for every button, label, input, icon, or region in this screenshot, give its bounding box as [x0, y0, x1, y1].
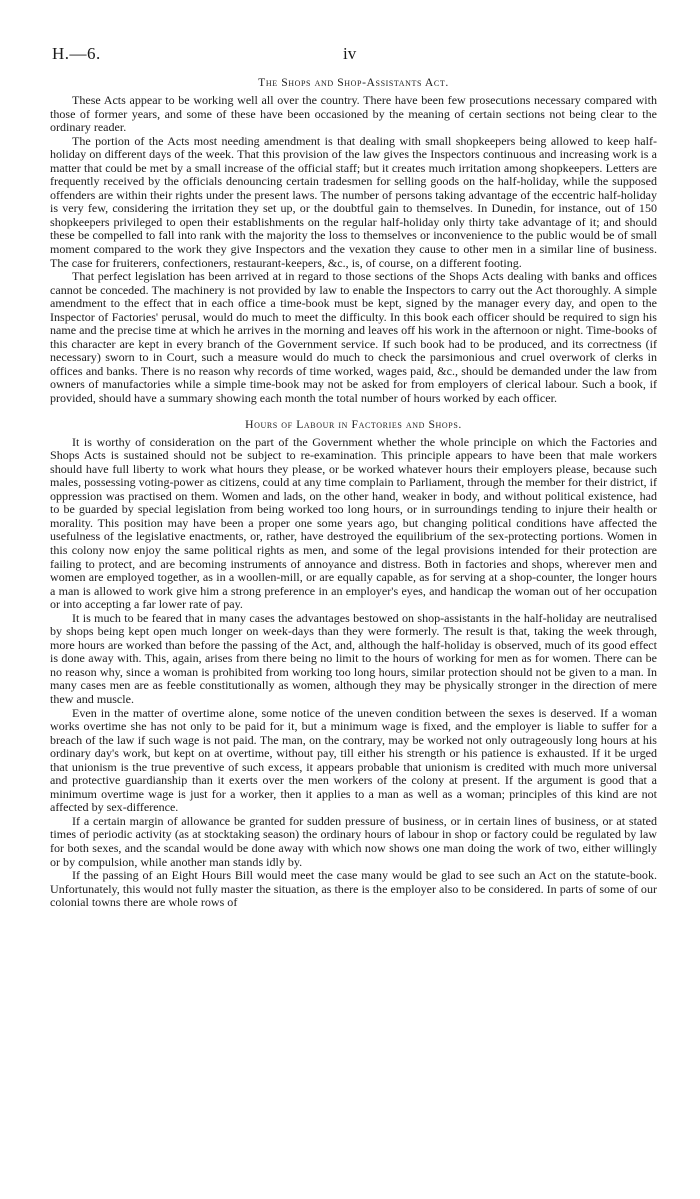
- paragraph: It is much to be feared that in many cases the advantages bestowed on shop-assistants in the half-holiday are neutralised by shops being kept open much longer on week-days than they were formerly. The result is that, taking the week through, more hours are worked than before the passing of the Act, and, although the half-holiday is observed, much of its good effect is done away with. This, again, arises from there being no limit to the hours of working for men as for women. There can be no reason why, since a woman is prohibited from working too long hours, similar protection should not be given to a man. In many cases men are as feeble constitutionally as women, although they may be physically stronger in the direction of mere thew and muscle.: [50, 610, 657, 706]
- page-number: iv: [343, 44, 357, 63]
- paragraph: If a certain margin of allowance be granted for sudden pressure of business, or in certain lines of business, or at stated times of periodic activity (as at stocktaking season) the ordinary hours of labour in shop or factory could be regulated by law for both sexes, and the scandal would be done away with which now shows one man doing the work of two, either willingly or by compulsion, while another man stands idly by.: [50, 813, 657, 869]
- page-header: [50, 44, 657, 66]
- section-heading: Hours of Labour in Factories and Shops.: [245, 417, 462, 431]
- paragraph: These Acts appear to be working well all over the country. There have been few prosecutions necessary compared with those of former years, and some of these have been occasioned by the meaning of certain sections not being clear to the ordinary reader.: [50, 93, 657, 135]
- section-shops-act: [50, 76, 657, 406]
- section-hours-of-labour: [50, 418, 657, 910]
- paragraph: The portion of the Acts most needing amendment is that dealing with small shopkeepers being allowed to keep half-holiday on different days of the week. That this provision of the law gives the Inspectors continuous and increasing work is a matter that could be met by a small increase of the official staff; but it creates much irritation among shopkeepers. Letters are frequently received by the officials denouncing certain tradesmen for selling goods on the half-holiday, while the supposed offenders are within their rights under the present laws. The number of persons taking advantage of the eccentric half-holiday is very few, considering the irritation they set up, or the doubtful gain to themselves. In Dunedin, for instance, out of 150 shopkeepers privileged to open their establishments on the regular half-holiday only thirty take advantage of it; and should these be compelled to fall into rank with the majority the loss to themselves or inconvenience to the public would be of small moment compared to the work they give Inspectors and the vexation they cause to other men in a similar line of business. The case for fruiterers, confectioners, restaurant-keepers, &c., is, of course, on a different footing.: [50, 133, 657, 270]
- paragraph: That perfect legislation has been arrived at in regard to those sections of the Shops Acts dealing with banks and offices cannot be conceded. The machinery is not provided by law to enable the Inspectors to carry out the Act thoroughly. A simple amendment to the effect that in each office a time-book must be kept, signed by the manager every day, and open to the Inspector of Factories' perusal, would do much to meet the difficulty. In this book each officer should be required to sign his name and the precise time at which he arrives in the morning and leaves off his work in the afternoon or night. Time-books of this character are kept in every branch of the Government service. If such book had to be produced, and its correctness (if necessary) sworn to in Court, such a measure would do much to check the parsimonious and cruel overwork of clerks in offices and banks. There is no reason why records of time worked, wages paid, &c., should be demanded under the law from owners of manufactories while a simple time-book may not be asked for from employers of clerical labour. Such a book, if provided, should have a summary showing each month the total number of hours worked by each officer.: [50, 269, 657, 406]
- paragraph: It is worthy of consideration on the part of the Government whether the whole principle on which the Factories and Shops Acts is sustained should not be subject to re-examination. This principle appears to have been that male workers should have full liberty to work what hours they please, or be worked whatever hours their employers please, because such males, possessing voting-power as citizens, could at any time complain to Parliament, through the member for their district, if oppression was practised on them. Women and lads, on the other hand, weaker in body, and without political existence, had to be guarded by special legislation from being worked too long hours, or in surroundings tending to injure their health or morality. This position may have been a proper one some years ago, but changing political conditions have affected the usefulness of the legislative enactments, or, rather, have destroyed the equilibrium of the sex-protecting portions. Women in this colony now enjoy the same political rights as men, and some of the legal provisions intended for their protection are failing to protect, and are becoming instruments of annoyance and distress. Both in factories and shops, wherever men and women are employed together, as in a woollen-mill, or are equally capable, as for serving at a shop-counter, the longer hours a man is allowed to work give him a strong preference in an employer's eyes, and handicap the woman out of her occupation or into accepting a far lower rate of pay.: [50, 434, 657, 612]
- paragraph: Even in the matter of overtime alone, some notice of the uneven condition between the sexes is deserved. If a woman works overtime she has not only to be paid for it, but a minimum wage is fixed, and the employer is liable to suffer for a breach of the law if such wage is not paid. The man, on the contrary, may be worked not only outrageously long hours at his ordinary day's work, but kept on at overtime, without pay, till either his strength or his patience is exhausted. If it be urged that unionism is the true preventive of such excess, it appears probable that unionism is credited with much more universal and protective guardianship than it exerts over the men workers of the colony at present. If the argument is good that a minimum overtime wage is just for a worker, then it applies to a man as well as a woman; principles of this kind are not affected by sex-difference.: [50, 705, 657, 815]
- document-reference: H.—6.: [52, 44, 101, 63]
- paragraph: If the passing of an Eight Hours Bill would meet the case many would be glad to see such an Act on the statute-book. Unfortunately, this would not fully master the situation, as there is the employer also to be considered. In parts of some of our colonial towns there are whole rows of: [50, 868, 657, 910]
- section-heading: The Shops and Shop-Assistants Act.: [258, 76, 449, 89]
